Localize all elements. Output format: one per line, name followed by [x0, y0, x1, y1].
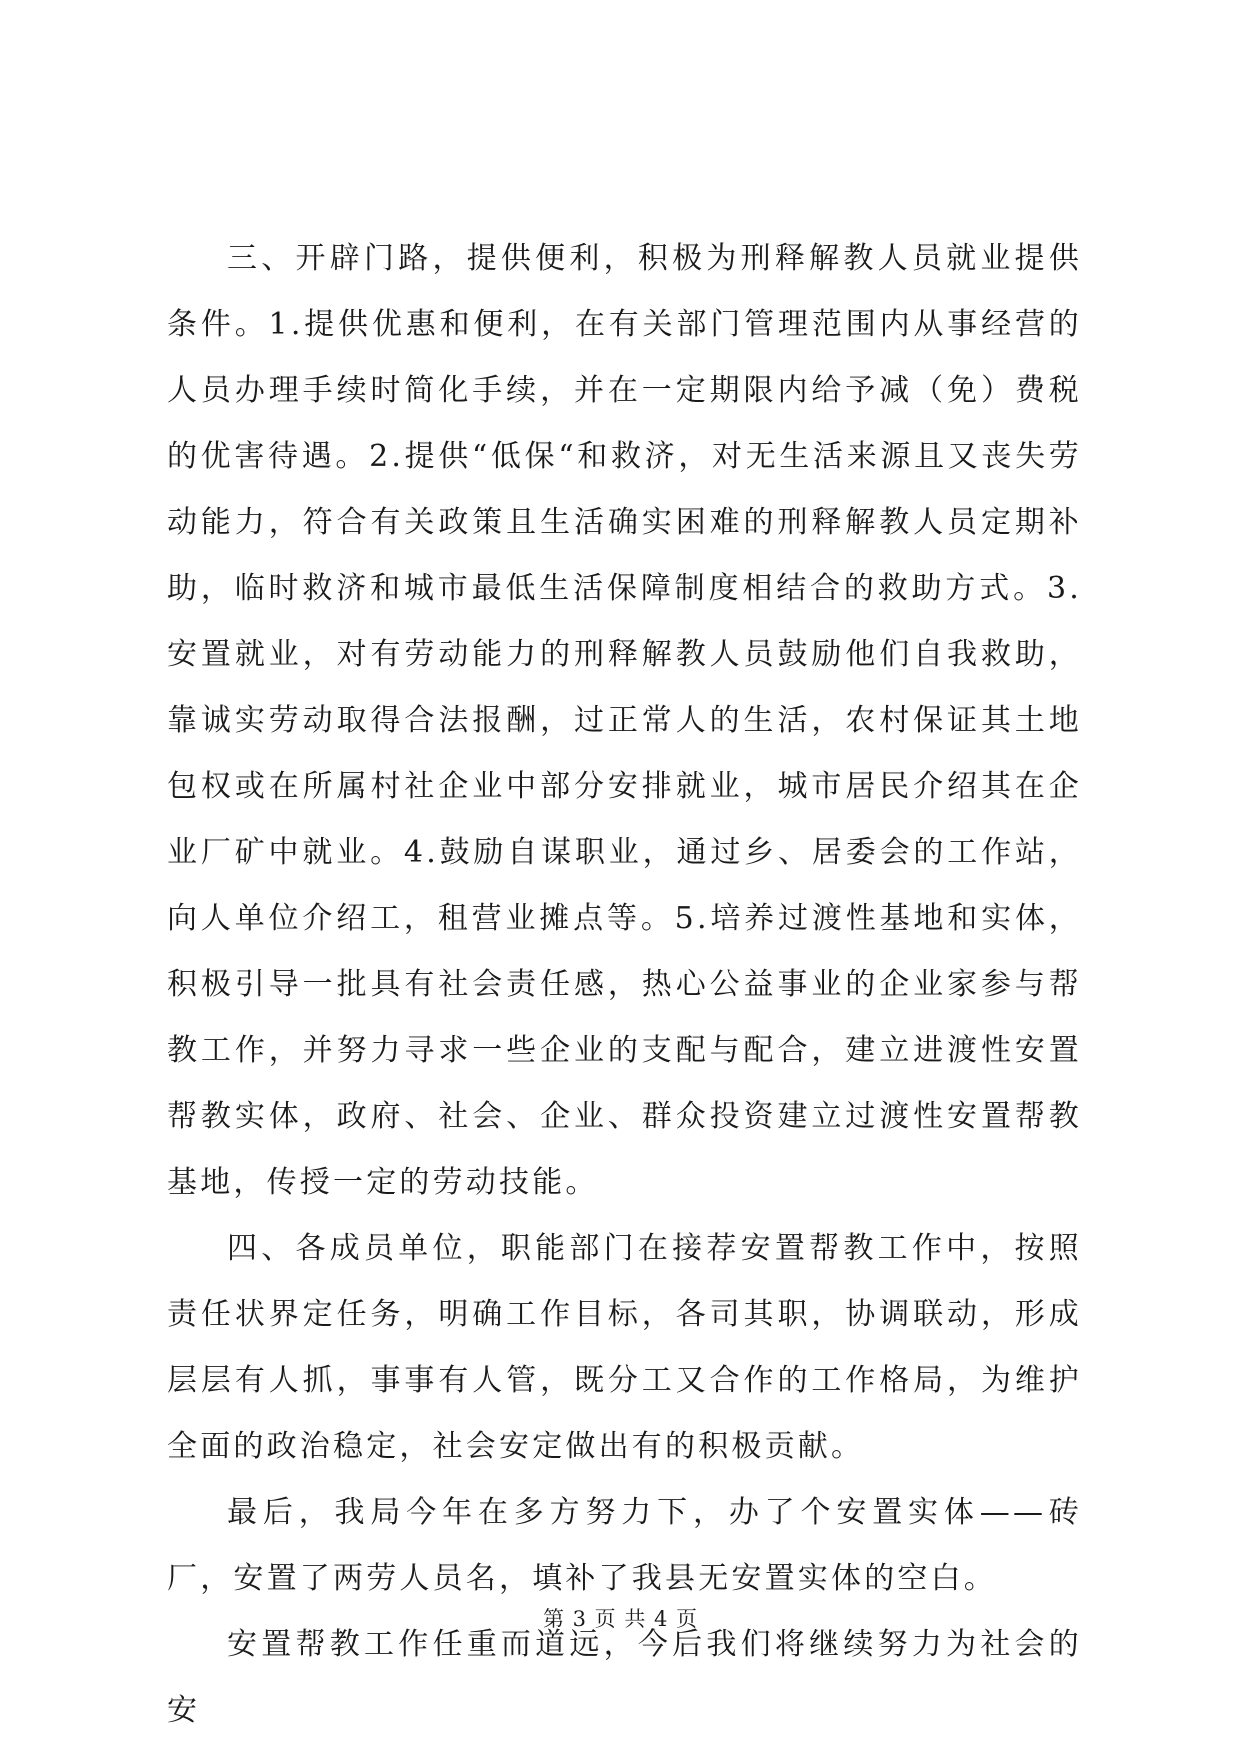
page-number-footer: 第 3 页 共 4 页: [542, 1607, 699, 1631]
paragraph-conclusion: 最后，我局今年在多方努力下，办了个安置实体——砖厂，安置了两劳人员名，填补了我县无安置实体的空白。: [167, 1495, 1082, 1596]
paragraph-section-three: 三、开辟门路，提供便利，积极为刑释解教人员就业提供条件。1.提供优惠和便利，在有关部门管理范围内从事经营的人员办理手续时简化手续，并在一定期限内给予减（免）费税的优害待遇。2.提供“低保“和救济，对无生活来源且又丧失劳动能力，符合有关政策且生活确实困难的刑释解教人员定期补助，临时救济和城市最低生活保障制度相结合的救助方式。3.安置就业，对有劳动能力的刑释解教人员鼓励他们自我救助，靠诚实劳动取得合法报酬，过正常人的生活，农村保证其土地包权或在所属村社企业中部分安排就业，城市居民介绍其在企业厂矿中就业。4.鼓励自谋职业，通过乡、居委会的工作站，向人单位介绍工，租营业摊点等。5.培养过渡性基地和实体，积极引导一批具有社会责任感，热心公益事业的企业家参与帮教工作，并努力寻求一些企业的支配与配合，建立进渡性安置帮教实体，政府、社会、企业、群众投资建立过渡性安置帮教基地，传授一定的劳动技能。: [167, 241, 1082, 1200]
paragraph-outlook: 安置帮教工作任重而道远，今后我们将继续努力为社会的安: [167, 1627, 1082, 1728]
paragraph-section-four: 四、各成员单位，职能部门在接荐安置帮教工作中，按照责任状界定任务，明确工作目标，各司其职，协调联动，形成层层有人抓，事事有人管，既分工又合作的工作格局，为维护全面的政治稳定，社会安定做出有的积极贡献。: [167, 1231, 1082, 1464]
document-body: [167, 226, 1082, 1744]
